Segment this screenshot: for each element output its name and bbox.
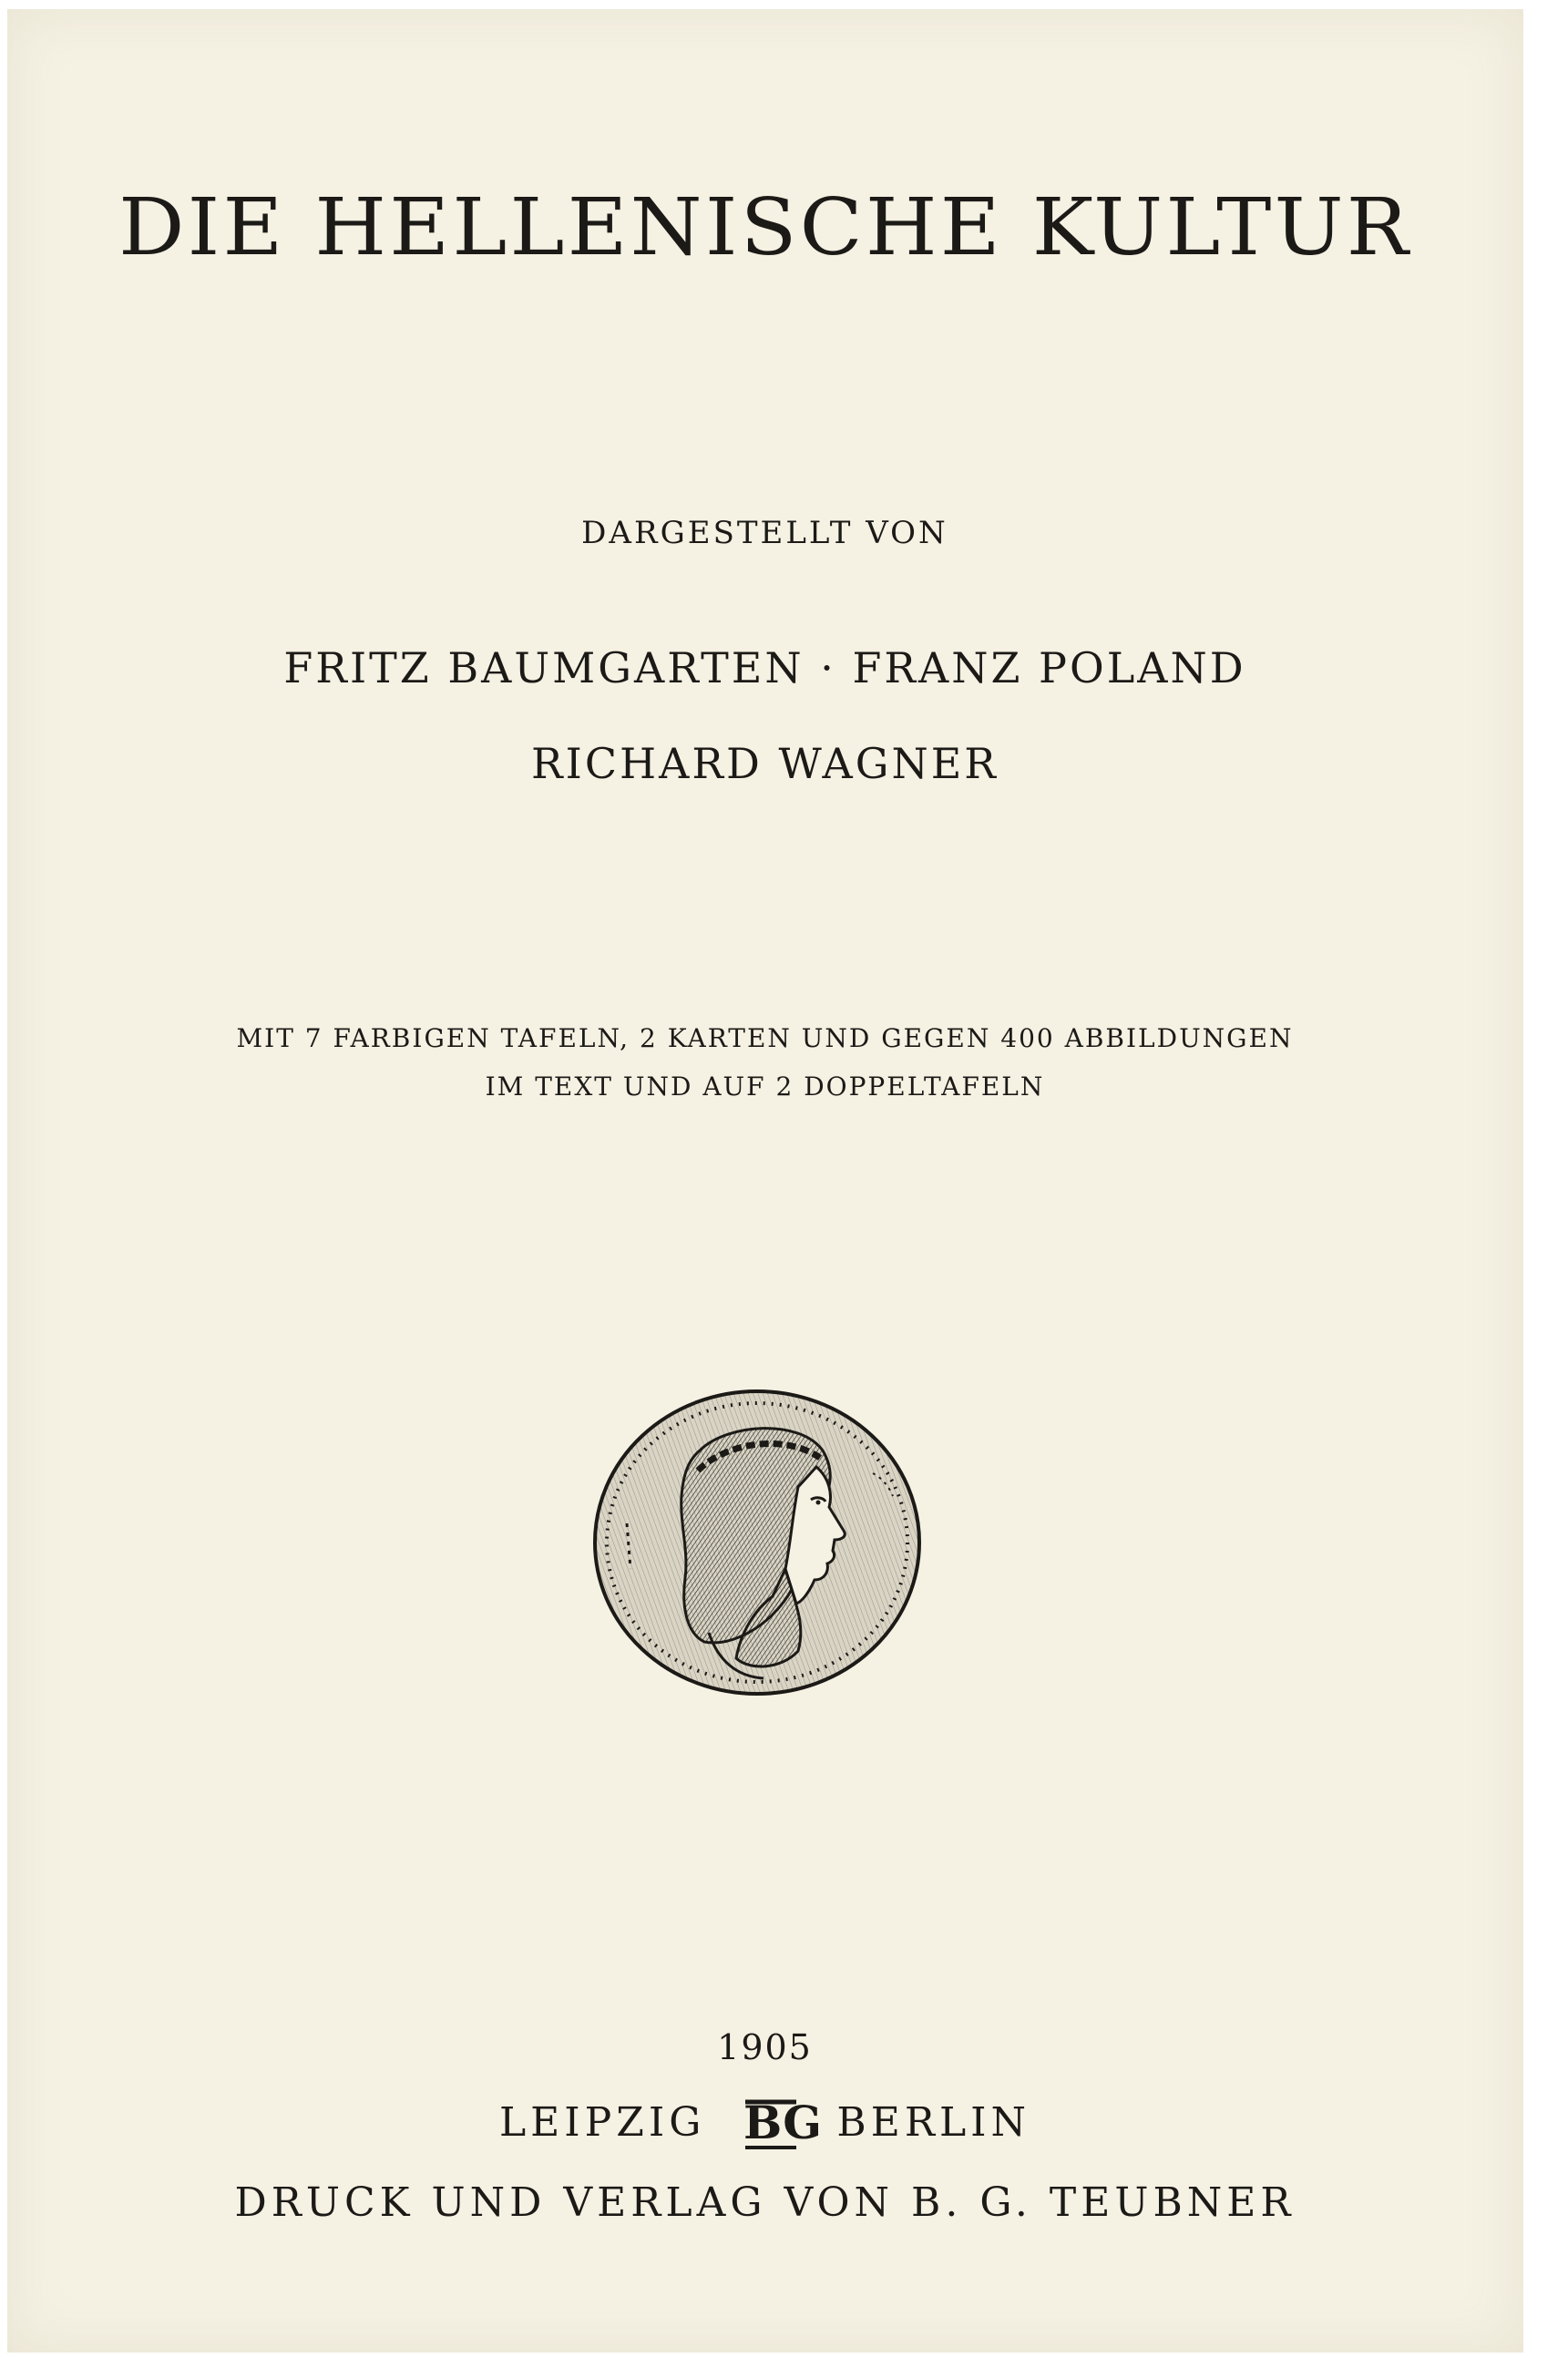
publication-year: 1905 <box>717 2027 813 2067</box>
authors-line-1: FRITZ BAUMGARTEN · FRANZ POLAND <box>283 643 1246 692</box>
coin-portrait-icon <box>590 1387 924 1698</box>
publisher-mark-icon <box>742 2093 823 2153</box>
city-berlin: BERLIN <box>836 2099 1031 2146</box>
authors-line-2: RICHARD WAGNER <box>531 739 999 788</box>
paper-sheet <box>7 9 1523 2353</box>
description-line-2: IM TEXT UND AUF 2 DOPPELTAFELN <box>485 1071 1045 1102</box>
book-title: DIE HELLENISCHE KULTUR <box>118 182 1411 273</box>
byline: DARGESTELLT VON <box>581 515 948 551</box>
svg-text:BG: BG <box>743 2096 823 2149</box>
publisher-line: DRUCK UND VERLAG VON B. G. TEUBNER <box>234 2179 1296 2226</box>
description-line-1: MIT 7 FARBIGEN TAFELN, 2 KARTEN UND GEGEN 400 ABBILDUNGEN <box>236 1023 1294 1053</box>
city-leipzig: LEIPZIG <box>498 2099 706 2146</box>
imprint-places <box>0 2091 1530 2155</box>
